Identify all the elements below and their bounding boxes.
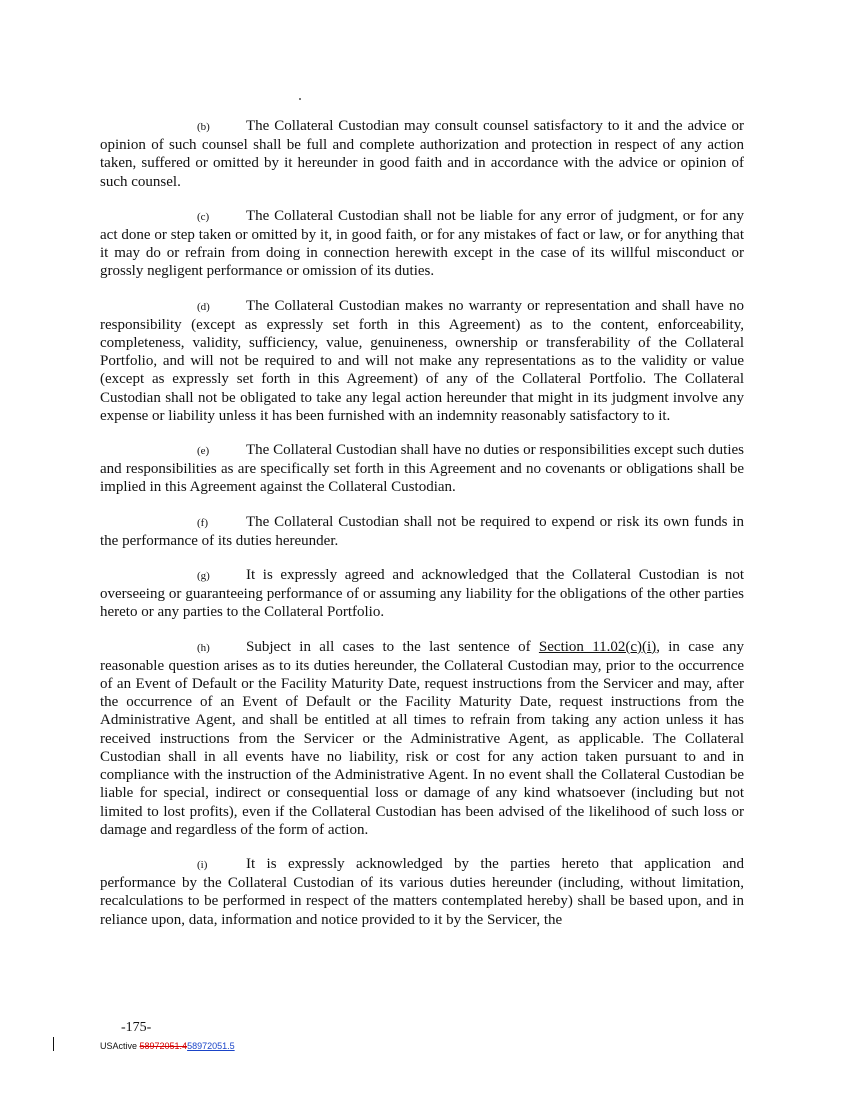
paragraph-text: The Collateral Custodian shall not be liable for any error of judgment, or for any act done or step taken or omitted by it, in good faith, or for any mistakes of fact or law, or for anything that it may do or refrain from doing in connection herewith except in the case of its willful misconduct or grossly negligent performance or omission of its duties. xyxy=(100,207,744,280)
paragraph-b xyxy=(100,117,744,191)
doc-id-deleted: 58972051.4 xyxy=(139,1041,188,1051)
paragraph-text-after: , in case any reasonable question arises as to its duties hereunder, the Collateral Custodian may, prior to the occurrence of an Event of Default or the Facility Maturity Date, request instructions from the Servicer and may, after the occurrence of an Event of Default or the Facility Maturity Date, request instructions from the Administrative Agent, and shall be entitled at all times to refrain from taking any action unless it has received instructions from the Servicer or the Administrative Agent, as applicable. The Collateral Custodian shall in all events have no liability, risk or cost for any action taken pursuant to and in compliance with the instruction of the Administrative Agent. In no event shall the Collateral Custodian be liable for special, indirect or consequential loss or damage of any kind whatsoever (including but not limited to lost profits), even if the Collateral Custodian has been advised of the likelihood of such loss or damage and regardless of the form of action. xyxy=(100,638,744,838)
paragraph-i xyxy=(100,855,744,929)
paragraph-marker: (e) xyxy=(197,445,210,458)
paragraph-text: The Collateral Custodian makes no warranty or representation and shall have no responsibility (except as expressly set forth in this Agreement) as to the content, enforceability, completeness, validity, sufficiency, value, genuineness, ownership or transferability of the Collateral Portfolio, and will not be required to and will not make any representations as to the validity or value (except as expressly set forth in this Agreement) of any of the Collateral Portfolio. The Collateral Custodian shall not be obligated to take any legal action hereunder that might in its judgment involve any expense or liability unless it has been furnished with an indemnity reasonably satisfactory to it. xyxy=(100,297,744,424)
paragraph-text: It is expressly acknowledged by the parties hereto that application and performance by the Collateral Custodian of its various duties hereunder (including, without limitation, recalculations to be performed in respect of the matters contemplated hereby) shall be based upon, and in reliance upon, data, information and notice provided to it by the Servicer, the xyxy=(100,855,744,928)
paragraph-text: The Collateral Custodian may consult counsel satisfactory to it and the advice or opinion of such counsel shall be full and complete authorization and protection in respect of any action taken, suffered or omitted by it hereunder in good faith and in accordance with the advice or opinion of such counsel. xyxy=(100,118,744,190)
revision-change-bar xyxy=(53,1037,54,1051)
paragraph-marker: (h) xyxy=(197,641,210,654)
paragraph-marker: (g) xyxy=(197,570,210,583)
paragraph-marker: (f) xyxy=(197,516,208,529)
paragraph-d xyxy=(100,297,744,425)
paragraph-text-before: Subject in all cases to the last sentence of xyxy=(246,638,539,655)
paragraph-marker: (c) xyxy=(197,210,210,223)
document-id-footer xyxy=(100,1041,235,1051)
paragraph-text: The Collateral Custodian shall not be required to expend or risk its own funds in the performance of its duties hereunder. xyxy=(100,513,744,549)
paragraph-text: It is expressly agreed and acknowledged that the Collateral Custodian is not overseeing or guaranteeing performance of or assuming any liability for the obligations of the other parties hereto or any parties to the Collateral Portfolio. xyxy=(100,567,744,621)
paragraph-c xyxy=(100,207,744,281)
paragraph-marker: (b) xyxy=(197,121,210,133)
paragraph-h xyxy=(100,638,744,839)
page-number: -175- xyxy=(121,1020,152,1035)
section-reference-link[interactable]: Section 11.02(c)(i) xyxy=(538,638,657,655)
doc-id-inserted: 58972051.5 xyxy=(187,1041,235,1051)
stray-dot xyxy=(299,98,301,100)
paragraph-text: The Collateral Custodian shall have no duties or responsibilities except such duties and responsibilities as are specifically set forth in this Agreement and no covenants or obligations shall be implied in this Agreement against the Collateral Custodian. xyxy=(100,442,744,496)
paragraph-g xyxy=(100,566,744,622)
paragraph-marker: (i) xyxy=(197,858,208,871)
paragraph-f xyxy=(100,513,744,550)
paragraph-marker: (d) xyxy=(197,300,210,313)
doc-prefix: USActive xyxy=(100,1041,140,1051)
paragraph-e xyxy=(100,441,744,497)
document-body xyxy=(100,117,744,945)
